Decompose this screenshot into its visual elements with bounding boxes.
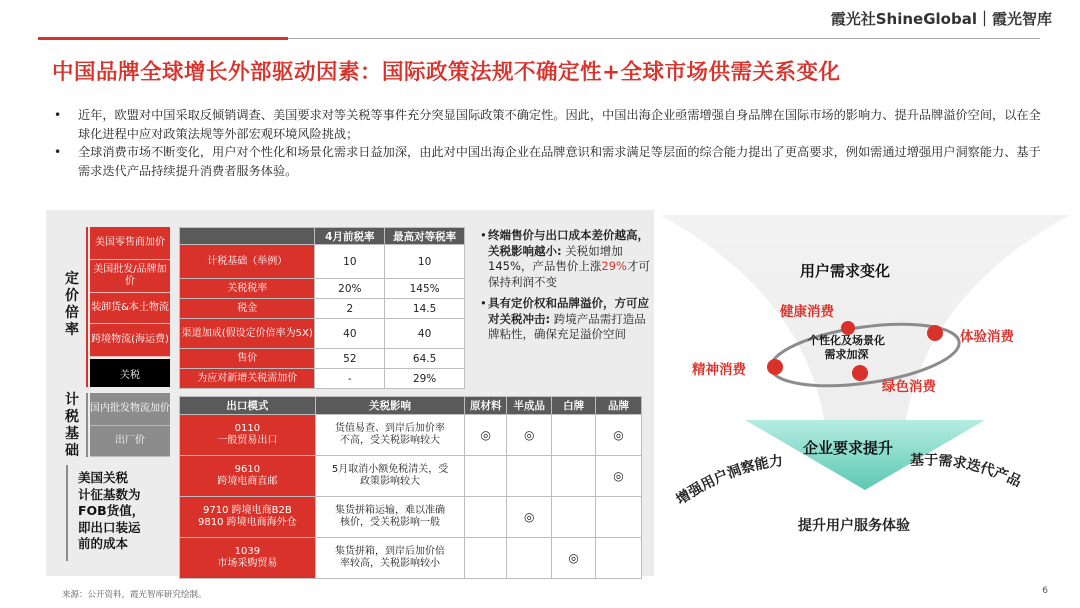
export-mode-cell: 9610 跨境电商直邮 xyxy=(180,456,316,497)
note-bracket xyxy=(66,465,68,561)
bullet-text: 全球消费市场不断变化，用户对个性化和场景化需求日益加深，由此对中国出海企业在品牌意识和需求满足等层面的综合能力提出了更高要求，例如需通过增强用户洞察能力、基于需求迭代产品持续提升消费者服务体验。 xyxy=(78,145,1041,178)
row-value: - xyxy=(315,369,385,389)
row-value: 145% xyxy=(385,279,465,299)
node-health-label: 健康消费 xyxy=(780,304,834,320)
row-label: 渠道加成(假设定价倍率为5X) xyxy=(180,319,315,349)
fob-note xyxy=(78,470,144,553)
export-mode-cell: 9710 跨境电商B2B 9810 跨境电商海外仓 xyxy=(180,497,316,538)
diagram-center-text: 个性化及场景化 需求加深 xyxy=(808,334,885,361)
table-header-cell: 品牌 xyxy=(596,397,642,415)
table-row xyxy=(180,538,642,579)
table-row xyxy=(180,349,465,369)
side-note-heading: 具有定价权和品牌溢价，方可应对关税冲击: xyxy=(488,296,649,326)
stage-local-logistics: 装卸货&本土物流 xyxy=(90,293,170,324)
export-mode-table xyxy=(179,396,642,579)
fob-note-line: FOB货值， xyxy=(78,503,145,518)
arc-left-text: 增强用户洞察能力 xyxy=(673,453,784,509)
side-notes xyxy=(480,228,650,349)
arc-right-text: 基于需求迭代产品 xyxy=(909,452,1024,491)
row-value: 40 xyxy=(385,319,465,349)
side-note-text: 关税如增加145%，产品售价上涨 xyxy=(488,243,623,273)
row-value: 14.5 xyxy=(385,299,465,319)
row-label: 计税基础（举例） xyxy=(180,245,315,279)
row-value: 64.5 xyxy=(385,349,465,369)
row-value: 29% xyxy=(385,369,465,389)
side-note-item xyxy=(480,296,650,343)
mark-cell xyxy=(507,538,552,579)
stage-us-retailer: 美国零售商加价 xyxy=(90,227,170,260)
impact-cell: 5月取消小额免税清关，受 政策影响较大 xyxy=(315,456,465,497)
table-header-cell: 关税影响 xyxy=(315,397,465,415)
row-value: 2 xyxy=(315,299,385,319)
row-label: 税金 xyxy=(180,299,315,319)
table-header-cell: 4月前税率 xyxy=(315,228,385,245)
source-note: 来源：公开资料，霞光智库研究绘制。 xyxy=(62,590,207,600)
mark-cell xyxy=(552,497,596,538)
tax-base-label: 计税基础 xyxy=(65,392,79,459)
impact-cell: 货值易查、到岸后加价率 不高，受关税影响较大 xyxy=(315,415,465,456)
node-experience-label: 体验消费 xyxy=(960,329,1014,345)
table-header-cell xyxy=(180,228,315,245)
bullet-item xyxy=(54,143,1044,180)
row-value: 40 xyxy=(315,319,385,349)
table-header-row xyxy=(180,228,465,245)
stage-domestic-wholesale: 国内批发物流加价 xyxy=(90,393,170,426)
table-row xyxy=(180,369,465,389)
mark-cell: ◎ xyxy=(507,415,552,456)
bullet-dot: • xyxy=(54,108,62,122)
row-label: 关税税率 xyxy=(180,279,315,299)
node-experience-dot xyxy=(927,325,943,341)
mark-cell: ◎ xyxy=(507,497,552,538)
table-row xyxy=(180,279,465,299)
header-grey-rule xyxy=(288,38,1040,39)
export-mode-cell: 1039 市场采购贸易 xyxy=(180,538,316,579)
side-note-text: 跨境产品需打造品牌粘性，确保充足溢价空间 xyxy=(488,311,646,341)
brand-header: 霞光社ShineGlobal｜霞光智库 xyxy=(830,10,1052,28)
side-note-item xyxy=(480,228,650,290)
mark-cell xyxy=(552,456,596,497)
table-row xyxy=(180,415,642,456)
side-note-heading: 终端售价与出口成本差价越高，关税影响越小: xyxy=(488,228,649,258)
table-header-cell: 最高对等税率 xyxy=(385,228,465,245)
diagram-bottom-title: 企业要求提升 xyxy=(803,439,894,457)
row-value: 20% xyxy=(315,279,385,299)
impact-cell: 集货拼箱运输，难以准确 核价，受关税影响一般 xyxy=(315,497,465,538)
node-spirit-label: 精神消费 xyxy=(692,362,746,378)
bullet-item xyxy=(54,106,1044,143)
fob-note-line: 即出口装运 xyxy=(78,519,141,535)
row-value: 10 xyxy=(315,245,385,279)
fob-note-line: 前的成本 xyxy=(78,536,129,551)
side-note-highlight: 29% xyxy=(601,259,627,273)
mark-cell: ◎ xyxy=(552,538,596,579)
mark-cell: ◎ xyxy=(596,456,642,497)
row-value: 52 xyxy=(315,349,385,369)
bullet-dot: • xyxy=(480,296,487,310)
funnel-top xyxy=(660,215,1070,425)
stage-factory-price: 出厂价 xyxy=(90,426,170,457)
intro-bullets xyxy=(54,106,1044,180)
table-row xyxy=(180,319,465,349)
table-row xyxy=(180,497,642,538)
page-title: 中国品牌全球增长外部驱动因素：国际政策法规不确定性+全球市场供需关系变化 xyxy=(52,60,841,85)
mark-cell xyxy=(465,538,507,579)
row-label: 为应对新增关税需加价 xyxy=(180,369,315,389)
impact-cell: 集货拼箱，到岸后加价倍 率较高，关税影响较小 xyxy=(315,538,465,579)
table-header-cell: 白牌 xyxy=(552,397,596,415)
demand-diagram xyxy=(660,215,1070,549)
mark-cell xyxy=(465,456,507,497)
stage-crossborder-logistics: 跨境物流(海运费) xyxy=(90,324,170,357)
mark-cell xyxy=(596,497,642,538)
tariff-calc-table xyxy=(179,227,465,389)
table-header-cell: 出口模式 xyxy=(180,397,316,415)
page-number: 6 xyxy=(1042,586,1048,596)
row-label: 售价 xyxy=(180,349,315,369)
node-green-dot xyxy=(852,365,868,381)
bullet-dot: • xyxy=(54,145,62,159)
table-header-row xyxy=(180,397,642,415)
fob-note-line: 计征基数为 xyxy=(78,486,141,502)
node-green-label: 绿色消费 xyxy=(882,379,936,395)
diagram-top-title: 用户需求变化 xyxy=(800,262,891,280)
bullet-dot: • xyxy=(480,228,487,242)
mark-cell xyxy=(507,456,552,497)
table-row xyxy=(180,245,465,279)
table-header-cell: 半成品 xyxy=(507,397,552,415)
mark-cell xyxy=(465,497,507,538)
table-header-cell: 原材料 xyxy=(465,397,507,415)
mark-cell: ◎ xyxy=(596,415,642,456)
taxbase-bracket xyxy=(86,393,88,457)
pricing-multiplier-label: 定价倍率 xyxy=(65,271,79,338)
fob-note-line: 美国关税 xyxy=(78,470,129,485)
header-red-rule xyxy=(38,37,288,40)
row-value: 10 xyxy=(385,245,465,279)
mark-cell xyxy=(596,538,642,579)
mark-cell xyxy=(552,415,596,456)
diagram-bottom-text: 提升用户服务体验 xyxy=(798,518,910,534)
side-note-text: 才可保持利润不变 xyxy=(488,259,650,289)
mark-cell: ◎ xyxy=(465,415,507,456)
stage-tariff: 关税 xyxy=(90,359,170,387)
node-spirit-dot xyxy=(767,359,783,375)
export-mode-cell: 0110 一般贸易出口 xyxy=(180,415,316,456)
table-row xyxy=(180,456,642,497)
pricing-bracket xyxy=(86,227,88,387)
node-health-dot xyxy=(841,321,855,335)
stage-us-wholesale: 美国批发/品牌加价 xyxy=(90,260,170,293)
bullet-text: 近年，欧盟对中国采取反倾销调查、美国要求对等关税等事件充分突显国际政策不确定性。因此，中国出海企业亟需增强自身品牌在国际市场的影响力、提升品牌溢价空间，以在全球化进程中应对政策法规等外部宏观环境风险挑战； xyxy=(78,108,1041,141)
table-row xyxy=(180,299,465,319)
